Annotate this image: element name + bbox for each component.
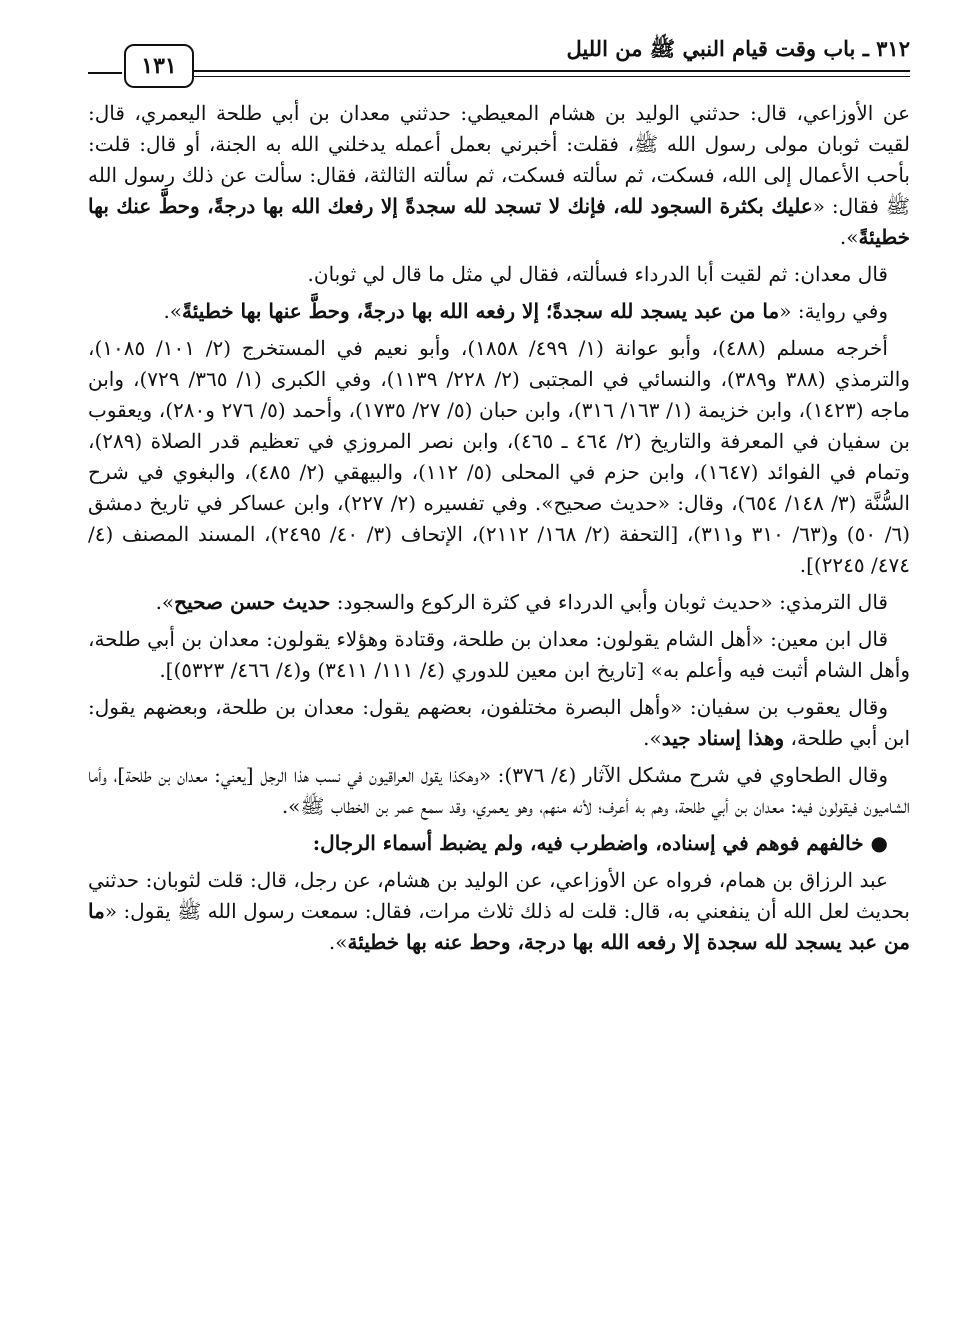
page-body xyxy=(88,98,910,964)
page-header xyxy=(88,30,910,90)
paragraph xyxy=(88,624,910,686)
bold-text-segment: ● خالفهم فوهم في إسناده، واضطرب فيه، ولم يضبط أسماء الرجال: xyxy=(312,831,888,855)
header-rule xyxy=(188,70,910,72)
text-segment: عن الأوزاعي، قال: حدثني الوليد بن هشام المعيطي: حدثني معدان بن أبي طلحة اليعمري، قال: لقيت ثوبان مولى رسول الله ﷺ، فقلت: أخبرني بعمل أعمله يدخلني الله به الجنة، أو قال: قلت: بأحب الأعمال إلى الله، فسكت، ثم سألته فسكت، ثم سألته الثالثة، فقال: سألت عن ذلك رسول الله ﷺ فقال: « xyxy=(88,101,911,218)
paragraph xyxy=(88,828,910,859)
paragraph xyxy=(88,587,910,618)
text-segment: أخرجه مسلم (٤٨٨)، وأبو عوانة (١/ ٤٩٩/ ١٨٥٨)، وأبو نعيم في المستخرج (٢/ ١٠١/ ١٠٨٥)، والترمذي (٣٨٨ و٣٨٩)، والنسائي في المجتبى (٢/ ٢٢٨/ ١١٣٩)، وفي الكبرى (١/ ٣٦٥/ ٧٢٩)، وابن ماجه (١٤٢٣)، وابن خزيمة (١/ ١٦٣/ ٣١٦)، وابن حبان (٥/ ٢٧/ ١٧٣٥)، وأحمد (٥/ ٢٧٦ و٢٨٠)، ويعقوب بن سفيان في المعرفة والتاريخ (٢/ ٤٦٤ ـ ٤٦٥)، وابن نصر المروزي في تعظيم قدر الصلاة (٢٨٩)، وتمام في الفوائد (١٦٤٧)، وابن حزم في المحلى (٥/ ١١٢)، والبيهقي (٢/ ٤٨٥)، والبغوي في شرح السُّنَّة (٣/ ١٤٨/ ٦٥٤)، وقال: «حديث صحيح». وفي تفسيره (٢/ ٢٢٧)، وابن عساكر في تاريخ دمشق (٦/ ٥٠) و(٦٣/ ٣١٠ و٣١١)، [التحفة (٢/ ١٦٨/ ٢١١٢)، الإتحاف (٣/ ٤٠/ ٢٤٩٥)، المسند المصنف (٤/ ٤٧٤/ ٢٢٤٥)]. xyxy=(88,336,911,577)
text-segment: ». xyxy=(163,299,183,323)
paragraph xyxy=(88,98,910,253)
paragraph xyxy=(88,692,910,754)
text-segment: وقال يعقوب بن سفيان: «وأهل البصرة مختلفون، بعضهم يقول: معدان بن طلحة، وبعضهم يقول: ابن أبي طلحة، xyxy=(88,695,910,750)
bold-text-segment: ما من عبد يسجد لله سجدة إلا رفعه الله بها درجة، وحط عنه بها خطيئة xyxy=(88,899,910,954)
text-segment: عبد الرزاق بن همام، فرواه عن الأوزاعي، عن الوليد بن هشام، عن رجل، قال: قلت لثوبان: حدثني بحديث لعل الله أن ينفعني به، قال: قلت له ذلك ثلاث مرات، فقال: سمعت رسول الله ﷺ يقول: « xyxy=(88,868,910,923)
bold-text-segment: عليك بكثرة السجود لله، فإنك لا تسجد لله سجدةً إلا رفعك الله بها درجةً، وحطَّ عنك بها خطيئةً xyxy=(88,194,910,249)
text-segment: قال ابن معين: «أهل الشام يقولون: معدان بن طلحة، وقتادة وهؤلاء يقولون: معدان بن أبي طلحة، وأهل الشام أثبت فيه وأعلم به» [تاريخ ابن معين للدوري (٤/ ١١١/ ٣٤١١) و(٤/ ٤٦٦/ ٥٣٢٣)]. xyxy=(88,627,910,682)
text-segment: وفي رواية: « xyxy=(779,299,888,323)
text-segment: قال الترمذي: «حديث ثوبان وأبي الدرداء في كثرة الركوع والسجود: xyxy=(330,590,888,614)
paragraph xyxy=(88,259,910,290)
header-rule-thin xyxy=(188,76,910,77)
bold-text-segment: ما من عبد يسجد لله سجدةً؛ إلا رفعه الله بها درجةً، وحطَّ عنها بها خطيئةً xyxy=(182,299,780,323)
chapter-title: ٣١٢ ـ باب وقت قيام النبي ﷺ من الليل xyxy=(566,36,910,61)
bold-text-segment: وهذا إسناد جيد xyxy=(661,726,785,750)
header-rule-left xyxy=(88,72,122,74)
text-segment: ». xyxy=(328,930,348,954)
text-segment: وقال الطحاوي في شرح مشكل الآثار (٤/ ٣٧٦): «وهكذا يقول العراقيون في نسب هذا الرجل [يعني: معدان بن طلحة]، وأما الشاميون فيقولون فيه: معدان بن أبي طلحة، وهم به أعرف؛ لأنه منهم، وهو يعمري، وقد سمع عمر بن الخطاب ﷺ». xyxy=(88,763,910,818)
paragraph xyxy=(88,296,910,327)
text-segment: ». xyxy=(839,225,859,249)
paragraph xyxy=(88,865,910,958)
text-segment: قال معدان: ثم لقيت أبا الدرداء فسألته، فقال لي مثل ما قال لي ثوبان. xyxy=(307,262,888,286)
text-segment: ». xyxy=(155,590,175,614)
text-segment: ». xyxy=(643,726,662,750)
paragraph xyxy=(88,333,910,581)
page-number: ١٣١ xyxy=(124,44,194,88)
paragraph xyxy=(88,760,910,822)
bold-text-segment: حديث حسن صحيح xyxy=(174,590,331,614)
